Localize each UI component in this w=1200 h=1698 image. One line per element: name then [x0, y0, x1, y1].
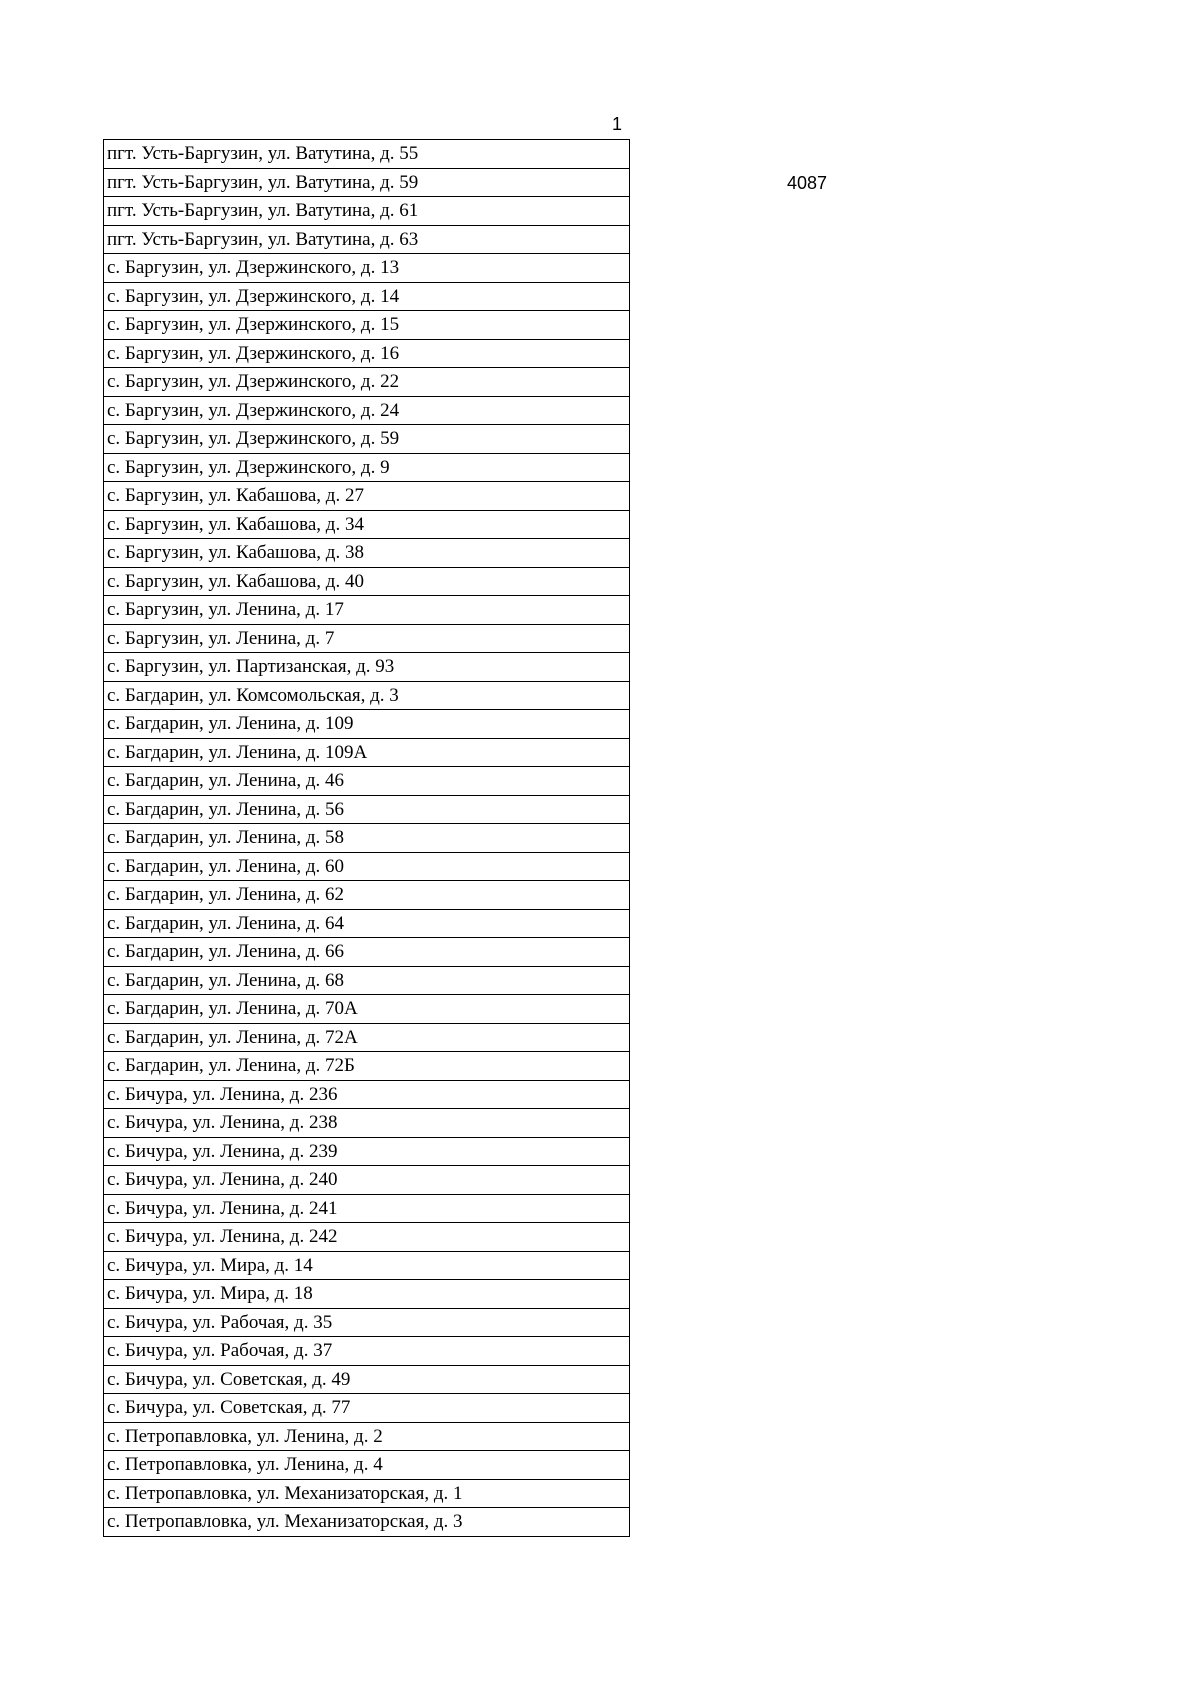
table-row — [104, 168, 630, 197]
table-row — [104, 1308, 630, 1337]
address-cell: пгт. Усть-Баргузин, ул. Ватутина, д. 61 — [104, 197, 630, 226]
table-row — [104, 482, 630, 511]
table-row — [104, 1137, 630, 1166]
address-cell: с. Бичура, ул. Ленина, д. 240 — [104, 1166, 630, 1195]
address-cell: с. Баргузин, ул. Партизанская, д. 93 — [104, 653, 630, 682]
address-cell: с. Баргузин, ул. Кабашова, д. 27 — [104, 482, 630, 511]
table-row — [104, 311, 630, 340]
address-table — [103, 139, 630, 1537]
table-row — [104, 339, 630, 368]
table-row — [104, 596, 630, 625]
address-cell: с. Баргузин, ул. Дзержинского, д. 24 — [104, 396, 630, 425]
table-row — [104, 1508, 630, 1537]
table-row — [104, 1109, 630, 1138]
address-cell: с. Баргузин, ул. Дзержинского, д. 22 — [104, 368, 630, 397]
address-cell: с. Бичура, ул. Ленина, д. 238 — [104, 1109, 630, 1138]
address-cell: с. Баргузин, ул. Дзержинского, д. 15 — [104, 311, 630, 340]
table-row — [104, 510, 630, 539]
address-cell: с. Баргузин, ул. Дзержинского, д. 59 — [104, 425, 630, 454]
side-value: 4087 — [787, 173, 828, 193]
address-cell: с. Баргузин, ул. Ленина, д. 7 — [104, 624, 630, 653]
address-cell: с. Бичура, ул. Ленина, д. 236 — [104, 1080, 630, 1109]
table-row — [104, 824, 630, 853]
table-row — [104, 1052, 630, 1081]
address-cell: с. Бичура, ул. Ленина, д. 239 — [104, 1137, 630, 1166]
table-row — [104, 1451, 630, 1480]
address-cell: с. Бичура, ул. Советская, д. 77 — [104, 1394, 630, 1423]
address-cell: с. Багдарин, ул. Ленина, д. 58 — [104, 824, 630, 853]
address-cell: с. Бичура, ул. Рабочая, д. 35 — [104, 1308, 630, 1337]
address-cell: с. Баргузин, ул. Дзержинского, д. 16 — [104, 339, 630, 368]
table-row — [104, 1223, 630, 1252]
address-cell: с. Бичура, ул. Рабочая, д. 37 — [104, 1337, 630, 1366]
address-cell: с. Петропавловка, ул. Механизаторская, д. 1 — [104, 1479, 630, 1508]
table-row — [104, 1251, 630, 1280]
address-cell: с. Баргузин, ул. Дзержинского, д. 13 — [104, 254, 630, 283]
address-cell: с. Бичура, ул. Мира, д. 14 — [104, 1251, 630, 1280]
address-cell: с. Багдарин, ул. Ленина, д. 70А — [104, 995, 630, 1024]
table-row — [104, 1166, 630, 1195]
table-row — [104, 938, 630, 967]
address-cell: с. Петропавловка, ул. Ленина, д. 4 — [104, 1451, 630, 1480]
address-cell: с. Багдарин, ул. Комсомольская, д. 3 — [104, 681, 630, 710]
table-row — [104, 1080, 630, 1109]
table-row — [104, 539, 630, 568]
table-row — [104, 453, 630, 482]
address-cell: с. Багдарин, ул. Ленина, д. 62 — [104, 881, 630, 910]
address-cell: с. Багдарин, ул. Ленина, д. 72Б — [104, 1052, 630, 1081]
table-row — [104, 966, 630, 995]
address-cell: с. Петропавловка, ул. Механизаторская, д. 3 — [104, 1508, 630, 1537]
table-row — [104, 710, 630, 739]
table-row — [104, 1479, 630, 1508]
table-row — [104, 738, 630, 767]
address-cell: с. Багдарин, ул. Ленина, д. 72А — [104, 1023, 630, 1052]
table-row — [104, 1337, 630, 1366]
table-row — [104, 995, 630, 1024]
address-cell: с. Багдарин, ул. Ленина, д. 109 — [104, 710, 630, 739]
table-row — [104, 396, 630, 425]
address-cell: с. Баргузин, ул. Кабашова, д. 34 — [104, 510, 630, 539]
address-cell: с. Багдарин, ул. Ленина, д. 109А — [104, 738, 630, 767]
table-row — [104, 795, 630, 824]
address-cell: с. Баргузин, ул. Дзержинского, д. 9 — [104, 453, 630, 482]
table-row — [104, 852, 630, 881]
table-row — [104, 567, 630, 596]
address-cell: с. Баргузин, ул. Кабашова, д. 40 — [104, 567, 630, 596]
table-row — [104, 140, 630, 169]
table-row — [104, 681, 630, 710]
address-cell: пгт. Усть-Баргузин, ул. Ватутина, д. 59 — [104, 168, 630, 197]
address-cell: с. Багдарин, ул. Ленина, д. 60 — [104, 852, 630, 881]
address-cell: с. Бичура, ул. Ленина, д. 242 — [104, 1223, 630, 1252]
table-row — [104, 1365, 630, 1394]
table-row — [104, 282, 630, 311]
address-cell: с. Багдарин, ул. Ленина, д. 68 — [104, 966, 630, 995]
address-table-body — [104, 140, 630, 1537]
table-row — [104, 1280, 630, 1309]
table-row — [104, 368, 630, 397]
table-row — [104, 225, 630, 254]
address-cell: пгт. Усть-Баргузин, ул. Ватутина, д. 63 — [104, 225, 630, 254]
address-cell: с. Багдарин, ул. Ленина, д. 66 — [104, 938, 630, 967]
table-row — [104, 1023, 630, 1052]
table-row — [104, 767, 630, 796]
address-cell: с. Баргузин, ул. Дзержинского, д. 14 — [104, 282, 630, 311]
table-row — [104, 653, 630, 682]
address-cell: с. Бичура, ул. Советская, д. 49 — [104, 1365, 630, 1394]
address-cell: с. Бичура, ул. Мира, д. 18 — [104, 1280, 630, 1309]
table-row — [104, 881, 630, 910]
table-row — [104, 254, 630, 283]
address-cell: с. Багдарин, ул. Ленина, д. 64 — [104, 909, 630, 938]
address-cell: с. Баргузин, ул. Кабашова, д. 38 — [104, 539, 630, 568]
address-cell: с. Петропавловка, ул. Ленина, д. 2 — [104, 1422, 630, 1451]
table-row — [104, 1422, 630, 1451]
address-cell: с. Бичура, ул. Ленина, д. 241 — [104, 1194, 630, 1223]
table-row — [104, 1394, 630, 1423]
table-row — [104, 909, 630, 938]
table-row — [104, 197, 630, 226]
address-cell: с. Баргузин, ул. Ленина, д. 17 — [104, 596, 630, 625]
table-row — [104, 425, 630, 454]
page-number: 1 — [612, 114, 623, 134]
address-cell: с. Багдарин, ул. Ленина, д. 56 — [104, 795, 630, 824]
address-cell: пгт. Усть-Баргузин, ул. Ватутина, д. 55 — [104, 140, 630, 169]
table-row — [104, 624, 630, 653]
address-cell: с. Багдарин, ул. Ленина, д. 46 — [104, 767, 630, 796]
table-row — [104, 1194, 630, 1223]
